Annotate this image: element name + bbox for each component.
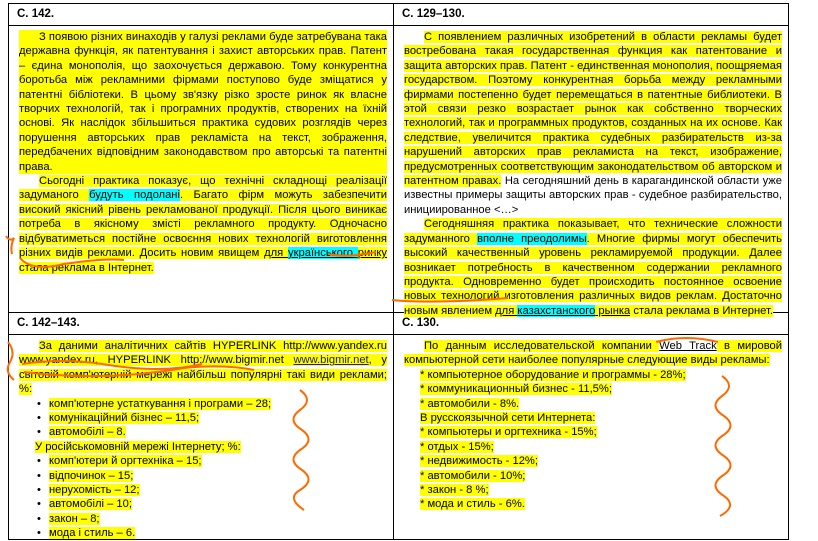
cell-header: С. 129–130.: [394, 4, 788, 26]
paragraph: З появою різних винаходів у галузі реклами буде затребувана така державна функція, як патентування і захист авторських прав. Патент – єдина монополія, що заохочується державою. Тому конкурентна боротьба між рекламними фірмами поступово буде зміщатися у патентні бібліотеки. В цьому зв'язку різко зросте ринок як власне творчих технологій, так і програмних продуктів, створених на їхній основі. Як наслідок збільшиться практика судових розглядів через порушення авторських прав рекламіста на текст, зображення, передбачених відповідним законодавством про авторські та патентні права.: [19, 31, 387, 173]
list-item: • нерухомість – 12;: [19, 483, 387, 497]
list-item: * отдых - 15%;: [420, 440, 494, 453]
russian-net-heading: У російськомовній мережі Інтернету; %:: [35, 440, 241, 453]
list-item: • комунікаційний бізнес – 11,5;: [19, 411, 387, 425]
cell-body: [9, 335, 393, 539]
list-item: • автомобілі – 8.: [19, 425, 387, 439]
list-item: * закон - 8 %;: [420, 484, 489, 497]
list-item: * недвижимость - 12%;: [420, 455, 538, 468]
cell-header: С. 142–143.: [9, 313, 393, 335]
comparison-table: [8, 3, 789, 540]
list-item: • комп'ютери й оргтехніка – 15;: [19, 454, 387, 468]
list-item: • автомобілі – 10;: [19, 497, 387, 511]
cell-ukrainian-top: [9, 4, 394, 313]
list-item: * автомобили - 8%.: [420, 397, 520, 410]
cell-russian-bottom: [394, 313, 789, 540]
web-track-link[interactable]: Web Track: [659, 340, 717, 352]
runet-ad-list: [19, 454, 387, 540]
table-row: [9, 4, 789, 313]
cell-russian-top: [394, 4, 789, 317]
list-item: * компьютерное оборудование и программы - 28%;: [420, 368, 686, 381]
list-item: • закон – 8;: [19, 512, 387, 526]
list-item: • мода і стиль – 6.: [19, 526, 387, 540]
paragraph: С появлением различных изобретений в области рекламы будет востребована такая государственная функция как патентование и защита авторских прав. Патент - единственная монополия, поощряемая государством. Поэтому конкурентная борьба между рекламными фирмами постепенно будет перемещаться в патентные библиотеки. В этой связи резко возрастает рынок как собственно творческих технологий, так и программных продуктов, созданных на их основе. Как следствие, увеличится практика судебных разбирательств из-за нарушений авторских прав рекламиста на текст, изображение, предусмотренных соответствующим законодательством об авторском и патентном правах. На сегодняшний день в карагандинской области уже известны примеры защиты авторских прав - судебное разбирательство, инициированное <…>: [404, 31, 782, 216]
cell-header: С. 130.: [394, 313, 788, 335]
paragraph: По данным исследовательской компании Web Track в мировой компьютерной сети наиболее популярные следующие виды рекламы:: [404, 340, 783, 367]
russian-net-heading: В русскоязычной сети Интернета:: [420, 412, 596, 425]
list-item: * компьютеры и оргтехника - 15%;: [420, 426, 597, 439]
paragraph: За даними аналітичних сайтів HYPERLINK http://www.yandex.ru www.yandex.ru, HYPERLINK http://www.bigmir.net www.bigmir.net, у світовій комп'ютерній мережі найбільш популярні такі види реклами; %:: [19, 340, 387, 396]
table-row: [9, 313, 789, 540]
list-item: * автомобили - 10%;: [420, 469, 526, 482]
list-item: * мода и стиль - 6%.: [420, 498, 525, 511]
cell-body: [394, 335, 788, 539]
cell-ukrainian-bottom: [9, 313, 394, 540]
paragraph: Сьогодні практика показує, що технічні складнощі реалізації задуманого будуть подолані. Багато фірм можуть забезпечити високий якісний рівень рекламованої продукції. Після цього виникає потреба в якісному змісті рекламного продукту. Одночасно відбуватиметься постійне освоєння нових технологій виготовлення різних видів реклами. Досить новим явищем для українського ринку стала реклама в Інтернет.: [19, 175, 387, 274]
paragraph: Сегодняшняя практика показывает, что технические сложности задуманного вполне преодолимы. Многие фирмы могут обеспечить высокий качественный уровень рекламируемой продукции. Далее возникает потребность в качественном содержании рекламного продукта. Одновременно будет происходить постоянное освоение новых технологий изготовления различных видов реклам. Достаточно новым явлением для казахстанского рынка стала реклама в Интернет.: [404, 218, 782, 317]
cell-header: С. 142.: [9, 4, 393, 26]
list-item: • комп'ютерне устаткування і програми – 28;: [19, 397, 387, 411]
world-ad-list: [19, 397, 387, 440]
bigmir-link[interactable]: www.bigmir.net: [293, 354, 369, 367]
list-item: * коммуникационный бизнес - 11,5%;: [420, 383, 612, 396]
cell-body: [9, 26, 393, 274]
cell-body: [394, 26, 788, 317]
list-item: • відпочинок – 15;: [19, 469, 387, 483]
